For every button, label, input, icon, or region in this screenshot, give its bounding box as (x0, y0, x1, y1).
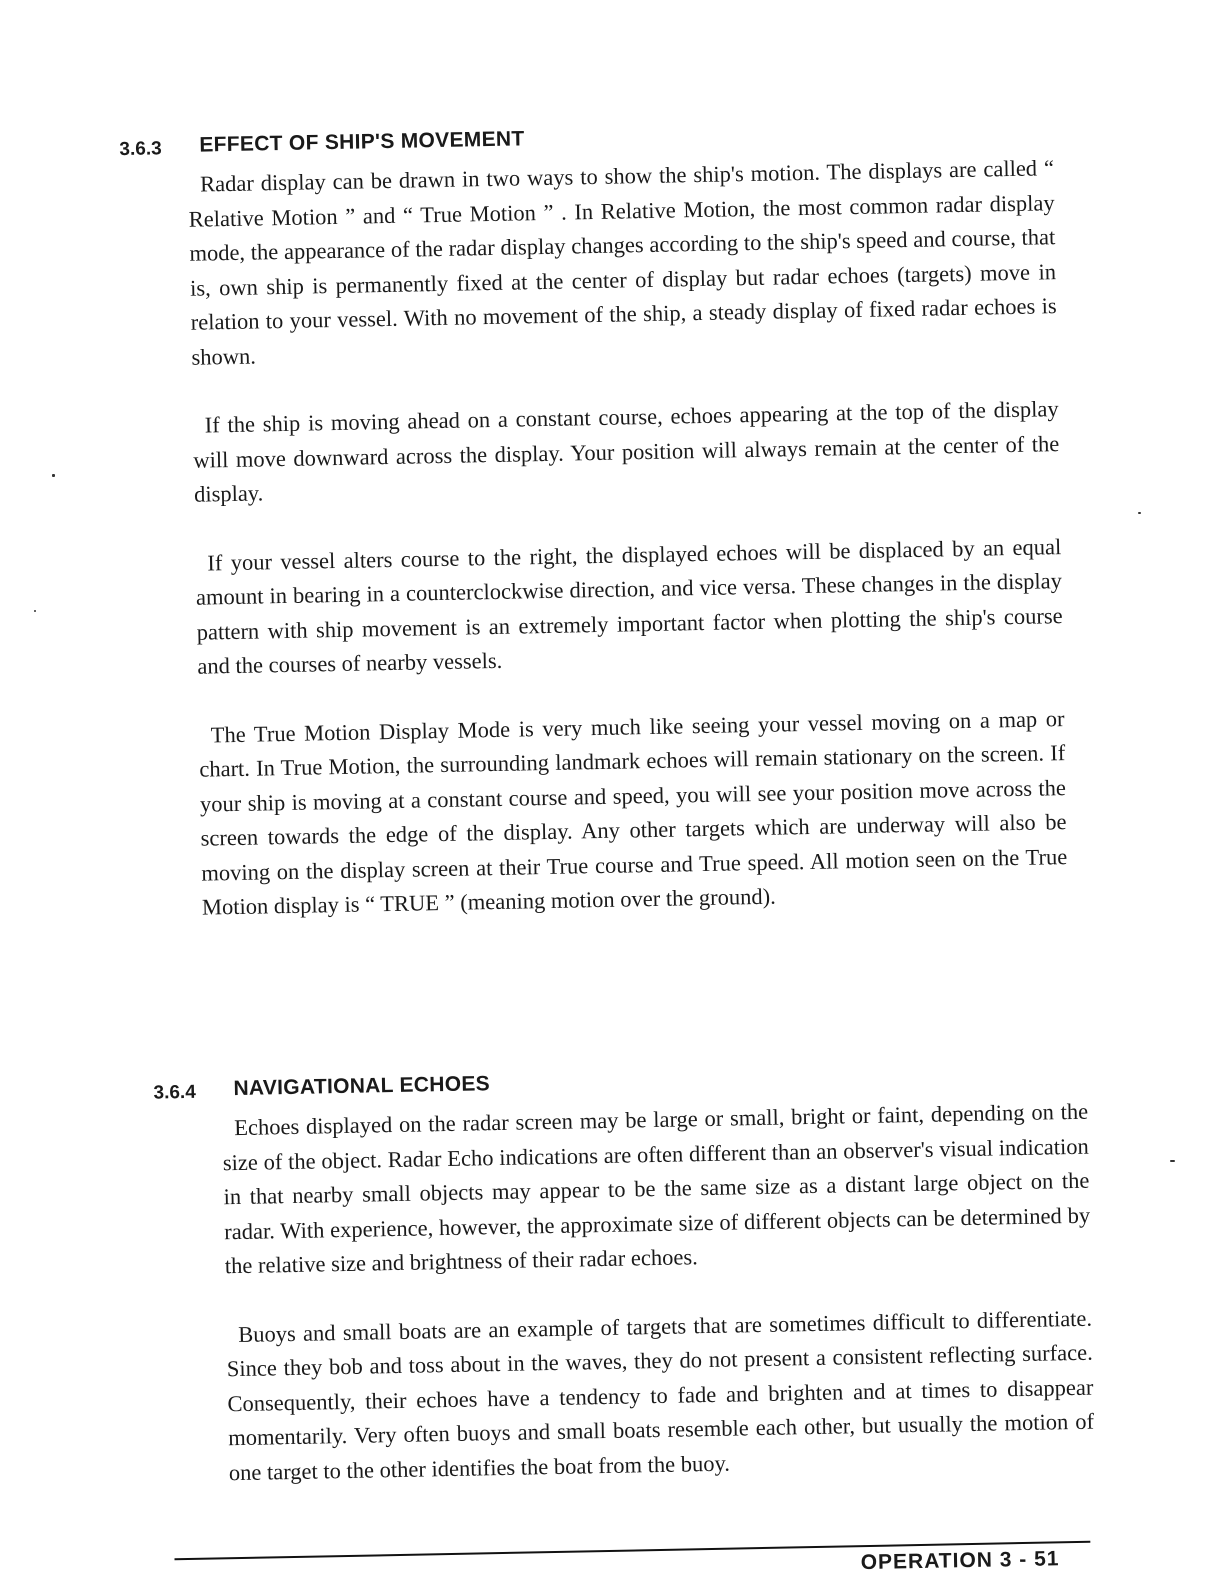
section-number: 3.6.3 (119, 138, 162, 161)
scan-speck (1138, 512, 1141, 514)
scan-speck (52, 474, 55, 477)
scan-speck (34, 610, 36, 612)
section-3-6-4 (5, 1058, 1224, 1528)
scan-speck (1170, 1160, 1175, 1162)
footer-page-label: OPERATION 3 - 51 (860, 1547, 1060, 1575)
section-number: 3.6.4 (153, 1081, 197, 1104)
paragraph: If your vessel alters course to the right, the displayed echoes will be displaced by an equal amount in bearing in a counterclockwise direction, and vice versa. These changes in the display pattern with ship movement is an extremely important factor when plotting the ship's course and the courses of nearby vessels. (195, 533, 1063, 679)
paragraph: Buoys and small boats are an example of targets that are sometimes difficult to differentiate. Since they bob and toss about in the waves, they do not present a consistent reflecting surface. Consequently, their echoes have a tendency to fade and brighten and at times to disappear momentarily. Very often buoys and small boats resemble each other, but usually the motion of one target to the other identifies the boat from the buoy. (226, 1305, 1095, 1485)
paragraph: Radar display can be drawn in two ways to show the ship's motion. The displays are called “ Relative Motion ” and “ True Motion ” . In Relative Motion, the most common radar display mode, the appearance of the radar display changes according to the ship's speed and course, that is, own ship is permanently fixed at the center of display but radar echoes (targets) move in relation to your vessel. With no movement of the ship, a steady display of fixed radar echoes is shown. (188, 155, 1057, 370)
section-title: EFFECT OF SHIP'S MOVEMENT (199, 127, 525, 157)
paragraph: If the ship is moving ahead on a constant course, echoes appearing at the top of the display will move downward across the display. Your position will always remain at the center of the display. (193, 396, 1060, 507)
paragraph: Echoes displayed on the radar screen may be large or small, bright or faint, depending on the size of the object. Radar Echo indications are often different than an observer's visual indication in that nearby small objects may appear to be the same size as a distant large object on the radar. With experience, however, the approximate size of different objects can be determined by the relative size and brightness of their radar echoes. (222, 1098, 1091, 1279)
section-title: NAVIGATIONAL ECHOES (233, 1072, 491, 1101)
section-3-6-3 (0, 114, 1224, 963)
paragraph: The True Motion Display Mode is very much like seeing your vessel moving on a map or chart. In True Motion, the surrounding landmark echoes will remain stationary on the screen. If your ship is moving at a constant course and speed, you will see your position move across the screen towards the edge of the display. Any other targets which are underway will also be moving on the display screen at their True course and True speed. All motion seen on the True Motion display is “ TRUE ” (meaning motion over the ground). (199, 705, 1068, 920)
